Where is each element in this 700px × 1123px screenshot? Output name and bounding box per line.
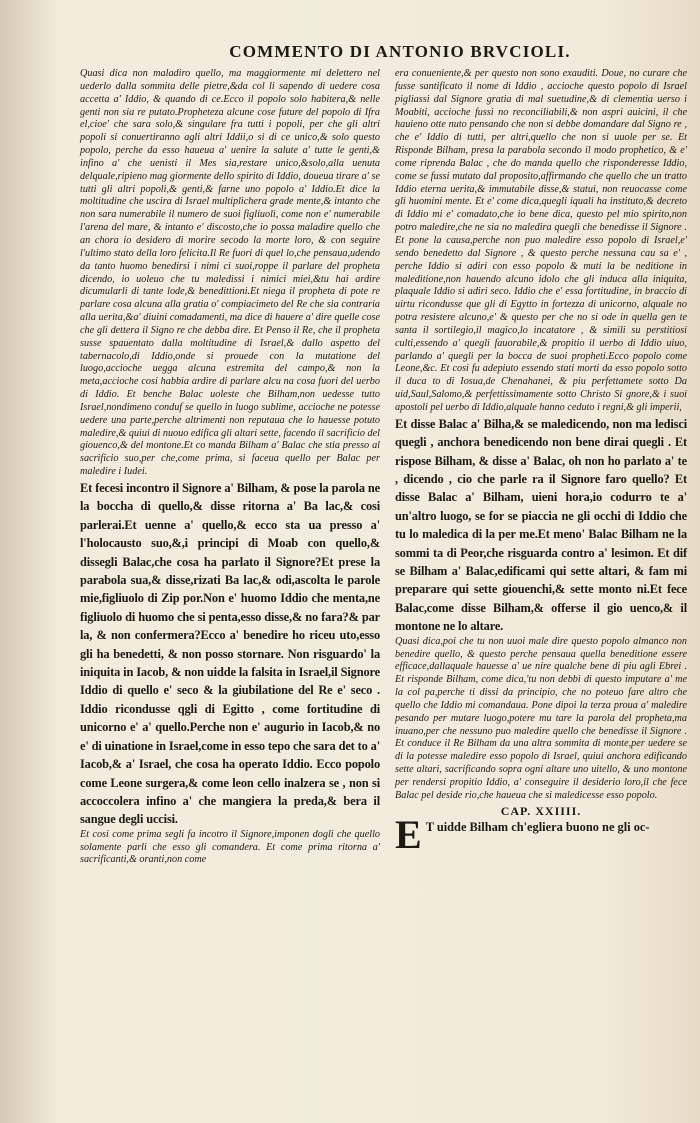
commentary-paragraph: Quasi dica,poi che tu non uuoi male dire questo popolo almanco non benedire quello, & questo perche pensaua quella beneditione essere efficace,dallaquale hauesse a' ue nire qualche bene di piu agli Ebrei . Et risponde Bilham, come dica,'tu non debbi di questo imputare a' me la col pa,perche ti dissi da principio, che no poteuo fare altro che quello che Iddio mi comandaua. Pone dipoi la terza proua a' maledire pesando per mutare luogo,potere mu tare la parola del propheta,ma inuano,per che nessuno puo maledire quello che benedisse il Signore . Et conduce il Re Bilham da una altra sommita di monte,per uedere se di la potesse maledire esso popolo di Israel, quiui anchora edificando sette altari, sacrificando sopra ogni altare uno uitello, & uno montone per rendersi propitio Iddio, a' conseguire il desiderio loro,il che fece Balac pel deside rio,che haueua che si maledicesse esso popolo. (395, 635, 687, 801)
commentary-paragraph: era conueniente,& per questo non sono exauditi. Doue, no curare che fusse santificato il nome di Iddio , accioche questo popolo di Israel pigliassi dal Signore gratia di mal suetudine,& di clementia uerso i Moabiti, accioche fussi no reconciliabili,& non aspri auicini, il che hauieno otte nuto pensando che non si debbe domandare dal Signo re , che e' Iddio di tutti, per altri,quello che non si uuole per se. Et Risponde Bilham, presa la parabola secondo il modo prophetico, & e' come riprenda Balac , che do manda quello che risponderesse Iddio, come se fussi mutato dal proposito,affirmando che quello che un tratto Iddio eterna uerita,& immutabile disse,& statui, non reuocasse come gli huomini mente. Et e' come dica,quegli iquali ha instituto,& decreto di Iddio mi e' comadato,che io bene dica, questo pel mio spirito,non potro maledire,che ne sia no maledira quegli che benedisse il Signore . Et pone la causa,perche non puo maledire esso popolo di Israel,e' sendo benedetto dal Signore , & questo perche nessuna cau sa e' , perche Iddio si adiri con esso popolo & muti la be neditione in maleditione,non hauendo alcuno idolo che gli induca alla iniquita, plaquale Iddio si adiri seco. Iddio che e' essa fortitudine, in braccio di uirtu ricondusse que gli di Egytto in fortezza di unicorno, alquale no potra resistere alcuno,e' & questo per che no si ode in quella gen te santa il sortilegio,il magico,lo incatatore , & simili su perstitiosi culti,essendo a' quegli fauorabile,& propitio il uerbo di Iddio uiuo, parlando a' quegli per la bocca de suoi propheti.Ecco popolo come Leone,&c. Et cosi fu adepiuto essendo stati morti da esso popolo sotto il duca to di Iosua,de Chenahanei, & piu perfettamete sotto Da uid,Saul,Salomo,& perfettissimamente sotto Christo Si gnore,& i suoi apostoli pel uerbo di Iddio,alquale hanno ceduto i regni,& gli imperii, (395, 68, 687, 413)
running-head: COMMENTO DI ANTONIO BRVCIOLI. (229, 42, 571, 61)
right-column (395, 68, 687, 857)
chapter-heading: CAP. XXIIII. (500, 803, 582, 818)
scripture-paragraph: Et fecesi incontro il Signore a' Bilham, & pose la parola ne la boccha di quello,& disse ritorna a' Ba lac,& cosi parlerai.Et uenne a' quello,& ecco sta ua presso a' l'holocausto suo,&,i principi di Moab con quello,& dissegli Balac,che cosa ha parlato il Signore?Et prese la parabola sua,& disse,rizati Ba lac,& odi,ascolta le parole mie,figliuolo di Zip por.Non e' huomo Iddio che menta,ne figliuolo di huomo che si penta,esso disse,& no fara?& par la, & non confermera?Ecco a' benedire ho riceu uto,esso gli ha benedetti, & non posso stornare. Non risguardo' la iniquita in Iacob, & non uidde la falsita in Israel,il Signore Iddio di quello e' seco & la giubilatione del Re e' seco . Iddio ricondusse qgli di Egitto , come fortitudine di unicorno e' a' quello.Perche non e' augurio in Iacob,& no e' di uinatione in Israel,come in esso tepo che sara det to a' Iacob,& a' Israel, che cosa ha operato Iddio. Ecco popolo come Leone surgera,& come leon cello inalzera se , non si accoccolera infino a' che mangiera la preda,& bera il sangue degli uccisi. (80, 481, 380, 827)
scripture-paragraph: Et disse Balac a' Bilha,& se maledicendo, non ma ledisci quegli , anchora benedicendo non bene dirai quegli . Et rispose Bilham, & disse a' Balac, oh non ho parlato a' te , dicendo , cio che parle ra il Signore faro quello? Et disse Balac a' Bilham, uieni hora,io codurro te a' un'altro luogo, se for se piaccia ne gli occhi di Iddio che tu lo maledica di la per me.Et meno' Balac Bilham ne la sommi ta di Peor,che risguarda contro a' lesimon. Et dif se Bilham a' Balac,edificami qui sette altari, & fam mi preparare qui sette giouenchi,& sette monto ni.Et fece Balac,come disse Bilham,& offerse il gio uenco,& il montone ne lo altare. (395, 416, 687, 634)
chapter-opening-text: T uidde Bilham ch'egliera buono ne gli oc- (425, 819, 650, 834)
chapter-opening (395, 811, 687, 857)
left-column (80, 68, 380, 867)
drop-cap: E (395, 811, 422, 857)
commentary-paragraph: Et cosi come prima segli fa incotro il Signore,imponen dogli che quello solamente parli che esso gli comandera. Et come prima ritorna a' sacrificanti,& oranti,non come (80, 828, 380, 866)
commentary-paragraph: Quasi dica non maladiro quello, ma maggiormente mi delettero nel uederlo dalla sommita delle pietre,&da col li sapendo di uedere cosa accetta a' Iddio, & quando di ce.Ecco il popolo solo habitera,& nelle genti non sia re putato.Propheteza alcune cose future del popolo di Ifra el,cioe' che sara solo,& singulare fra tutti i popoli, per che gli altri popoli si conuertiranno agli altri Iddii,o si di ce unico,& solo questo popolo, perche da esso haueua a' uenire la salute a' tutte le genti,& infino a' che uenisti il Mes sia,restare unico,&solo,alla uenuta delquale,ripieno mag giormente dello spirito di Iddio, doueua tirare a' se tutti gli altri popoli,& genti,& farne uno popolo a' Iddio.Et dice la moltitudine che uscira di Israel multiplichera grade mente,& intanto che non sara numerabile il numero de suoi figliuoli, come non e' numerabile l'arena del mare, & intanto e' discosto,che io possa maladire quello che an chora io desidero di morire secodo la morte loro, & con seguire l'ultimo stato della loro felicita.Il Re fuori di quel lo,che pensaua,udendo da tanto huomo benedirsi i nimi ci suoi,roppe il parlare del propheta dicendo, io uoleuo che tu maledissi i nimici miei,&tu hai ardire dicumularli di tante lode,& benedittioni.Et niega il propheta di pote re parlare cosa alcuna alla gratia o' compiacimeto del Re che sia contraria alla uerita,&a' diuini comadamenti, ma dice di hauere a' dire quelle cose che gli dettera il Signo re che debba dire. Et Penso il Re, che il propheta susse spauentato dalla moltitudine di Israel,& dallo aspetto del tabernacolo,di Iddio,onde si prouede con la mutatione del luogo,accioche uegga alcuna estremita del campo,& non la meta,accioche cosi habbia ardire di parlare alcu na cosa fuori del uerbo di Iddio. Et benche Balac uoleste che Bilham,non uedesse tutto Israel,nondimeno conduf se quello in luogo sublime, accioche ne potesse uedere una parte,perche altrimenti non reputaua che lo hauesse potuto maledire,& quiui di nuouo edifica gli altari sette, facendo il sacrificio del giouenco,& del montone.Et co manda Bilham a' Balac che stia presso al sacrificio suo,per che,come prima, si faceua quello per Balac per maledire i Iudei. (80, 68, 380, 478)
page-gutter-shadow (0, 0, 60, 1123)
